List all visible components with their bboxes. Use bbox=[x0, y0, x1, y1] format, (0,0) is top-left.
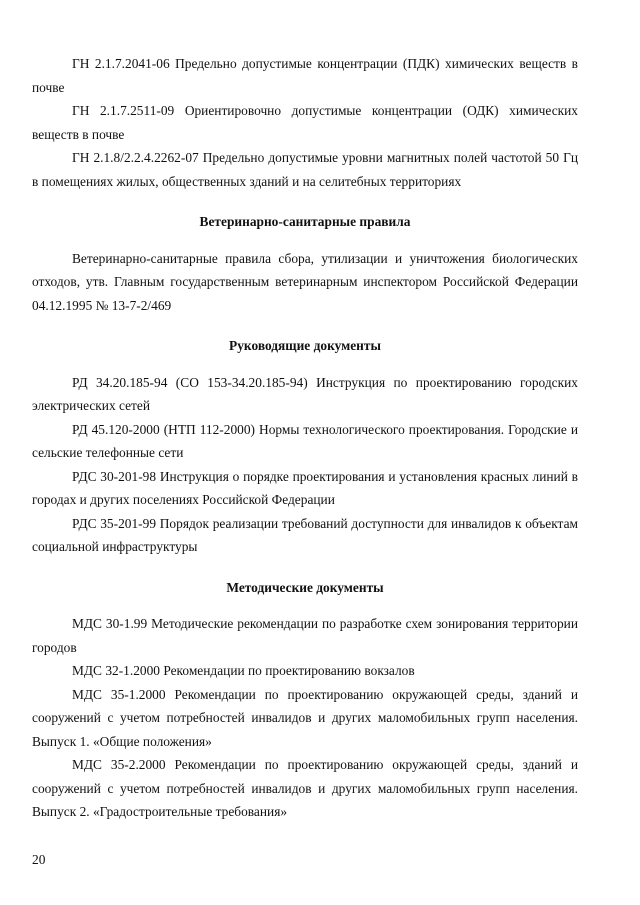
paragraph-rds-35-201: РДС 35-201-99 Порядок реализации требований доступности для инвалидов к объектам социальной инфраструктуры bbox=[32, 515, 578, 554]
paragraph-mds-35-1: МДС 35-1.2000 Рекомендации по проектированию окружающей среды, зданий и сооружений с учетом потребностей инвалидов и других маломобильных групп населения. Выпуск 1. «Общие положения» bbox=[32, 686, 578, 749]
paragraph-veterinary-rules: Ветеринарно-санитарные правила сбора, утилизации и уничтожения биологических отходов, утв. Главным государственным ветеринарным инспектором Российской Федерации 04.12.1995 № 13-7-2/469 bbox=[32, 250, 578, 313]
paragraph-rd-45-120: РД 45.120-2000 (НТП 112-2000) Нормы технологического проектирования. Городские и сельские телефонные сети bbox=[32, 421, 578, 460]
heading-methodical-documents: Методические документы bbox=[226, 579, 384, 595]
paragraph-gn-2041: ГН 2.1.7.2041-06 Предельно допустимые концентрации (ПДК) химических веществ в почве bbox=[32, 56, 578, 95]
paragraph-mds-30-1: МДС 30-1.99 Методические рекомендации по разработке схем зонирования территории городов bbox=[32, 616, 578, 655]
page-number: 20 bbox=[32, 852, 46, 867]
document-page bbox=[32, 52, 578, 824]
paragraph-rd-34-20-185: РД 34.20.185-94 (СО 153-34.20.185-94) Инструкция по проектированию городских электрических сетей bbox=[32, 374, 578, 413]
heading-guidance-documents: Руководящие документы bbox=[229, 338, 381, 353]
paragraph-rds-30-201: РДС 30-201-98 Инструкция о порядке проектирования и установления красных линий в городах и других поселениях Российской Федерации bbox=[32, 468, 578, 507]
heading-veterinary-rules: Ветеринарно-санитарные правила bbox=[199, 214, 411, 229]
paragraph-mds-32-1: МДС 32-1.2000 Рекомендации по проектированию вокзалов bbox=[72, 663, 415, 678]
paragraph-gn-2511: ГН 2.1.7.2511-09 Ориентировочно допустимые концентрации (ОДК) химических веществ в почве bbox=[32, 103, 578, 142]
paragraph-gn-2262: ГН 2.1.8/2.2.4.2262-07 Предельно допустимые уровни магнитных полей частотой 50 Гц в помещениях жилых, общественных зданий и на селитебных территориях bbox=[32, 150, 578, 189]
paragraph-mds-35-2: МДС 35-2.2000 Рекомендации по проектированию окружающей среды, зданий и сооружений с учетом потребностей инвалидов и других маломобильных групп населения. Выпуск 2. «Градостроительные требования» bbox=[32, 757, 578, 819]
